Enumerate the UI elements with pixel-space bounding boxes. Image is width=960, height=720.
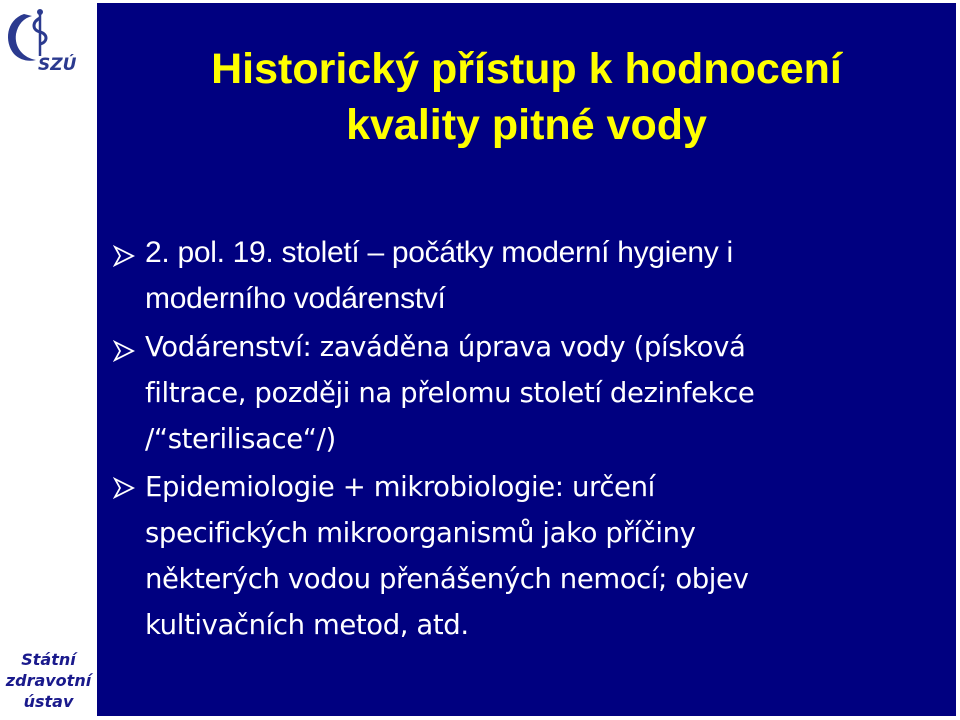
bullet-line: 2. pol. 19. století – počátky moderní hygieny i (145, 236, 733, 269)
arrowhead-bullet-icon (113, 477, 135, 499)
szu-logo-icon (2, 4, 94, 74)
slide-title (97, 41, 956, 153)
title-line: kvality pitné vody (346, 101, 707, 149)
bullet-line: filtrace, později na přelomu století dezinfekce (145, 377, 755, 409)
org-name-line: ústav (23, 692, 74, 711)
bullet-text (145, 230, 948, 322)
bullet-line: moderního vodárenství (145, 282, 446, 315)
bullet-text (145, 464, 948, 648)
bullet-item (113, 464, 948, 648)
arrowhead-bullet-icon (113, 245, 135, 267)
bullet-line: kultivačních metod, atd. (145, 609, 469, 641)
title-line: Historický přístup k hodnocení (211, 45, 842, 93)
slide-content (97, 3, 956, 716)
org-name-line: Státní (21, 650, 76, 669)
bullet-list (113, 230, 948, 650)
bullet-line: specifických mikroorganismů jako příčiny (145, 517, 696, 549)
bullet-text (145, 324, 948, 462)
bullet-item (113, 230, 948, 322)
bullet-line: některých vodou přenášených nemocí; objev (145, 563, 749, 595)
bullet-line: Epidemiologie + mikrobiologie: určení (145, 471, 655, 503)
org-name-line: zdravotní (5, 671, 92, 690)
organization-name (0, 649, 97, 712)
sidebar (0, 0, 97, 720)
bullet-line: Vodárenství: zaváděna úprava vody (písková (145, 331, 746, 363)
bullet-line: /“sterilisace“/) (145, 423, 336, 455)
arrowhead-bullet-icon (113, 340, 135, 362)
bullet-item (113, 324, 948, 462)
svg-text:SZÚ: SZÚ (38, 55, 77, 74)
